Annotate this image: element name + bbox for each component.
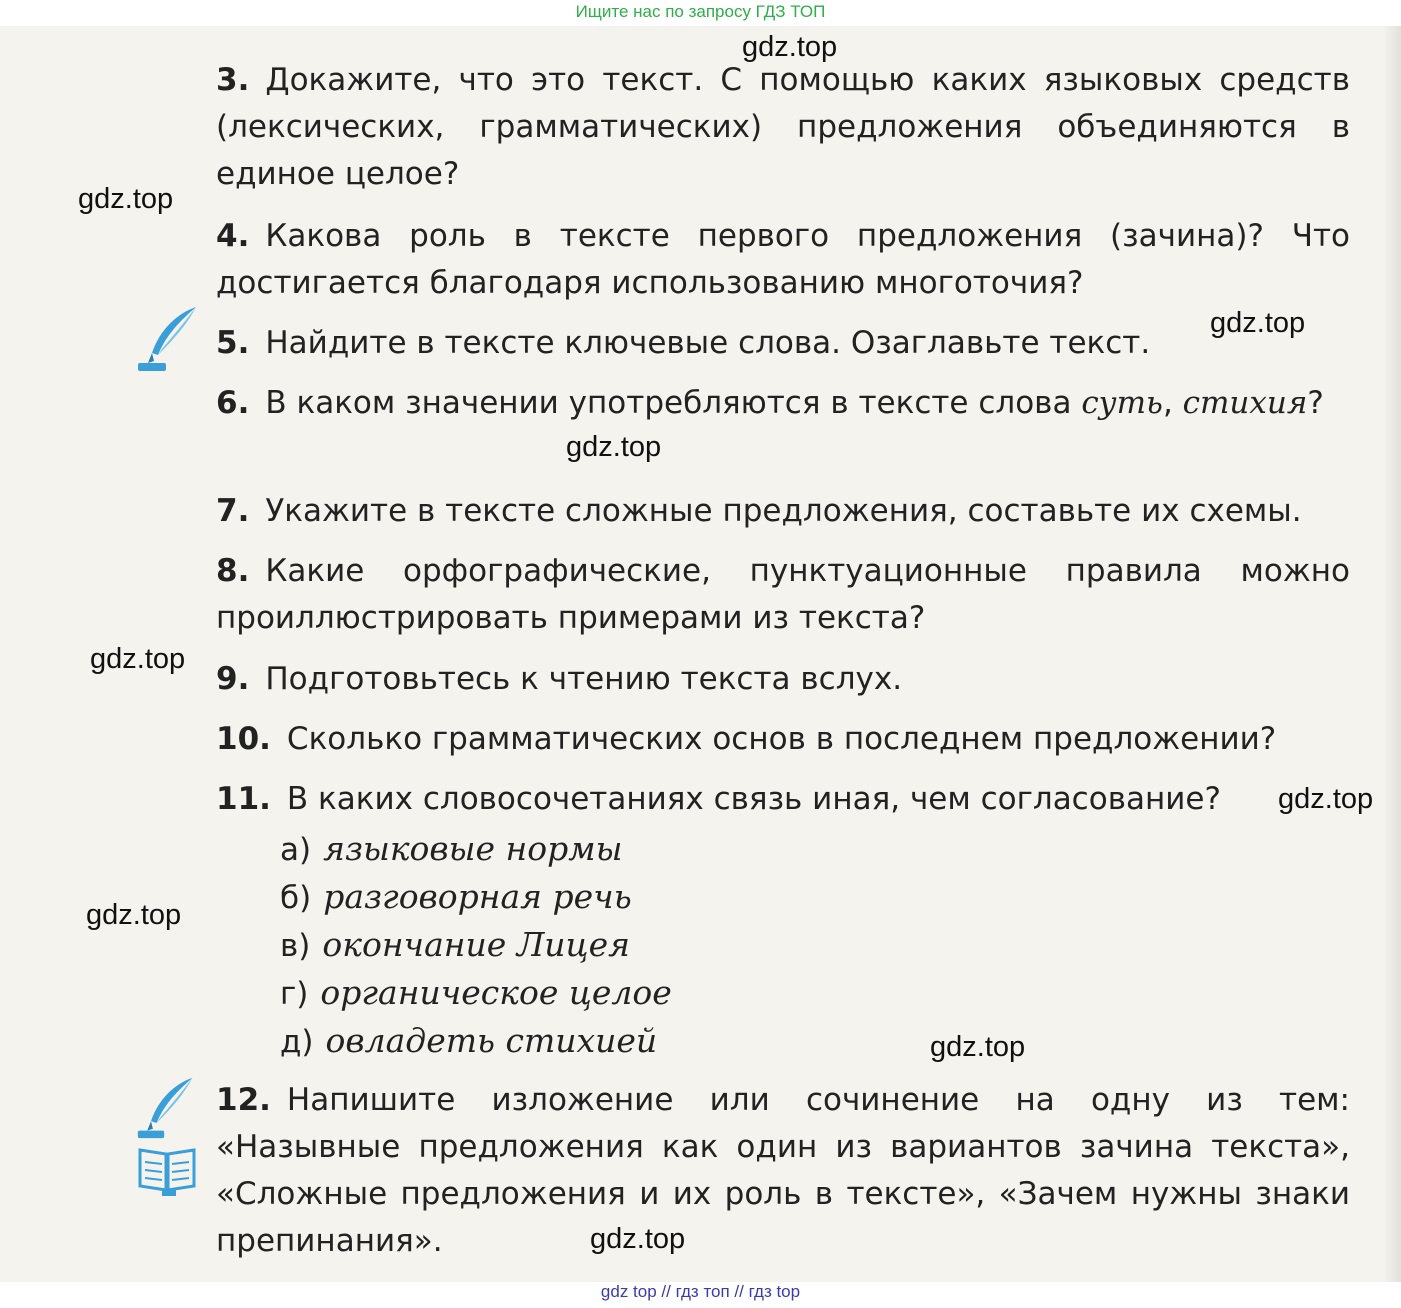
- term-sut: суть: [1081, 385, 1163, 421]
- task-text: В каких словосочетаниях связь иная, чем согласование?: [286, 781, 1221, 817]
- task-number: 11.: [216, 781, 271, 817]
- task-6: [216, 380, 1350, 427]
- task-11: [216, 776, 1266, 823]
- term-stikhiya: стихия: [1182, 385, 1308, 421]
- task-text: Укажите в тексте сложные предложения, составьте их схемы.: [265, 493, 1302, 529]
- list-item: [280, 877, 632, 918]
- task-text: Сколько грамматических основ в последнем предложении?: [286, 721, 1277, 757]
- task-3: [216, 57, 1350, 198]
- list-item: [280, 829, 622, 870]
- quill-pen-icon: [138, 305, 200, 373]
- list-item: [280, 1021, 657, 1062]
- task-number: 6.: [216, 385, 250, 421]
- item-letter: б): [280, 880, 312, 916]
- task-text: Какие орфографические, пунктуационные правила можно проиллюстрировать примерами из текста?: [216, 553, 1350, 636]
- watermark: gdz.top: [90, 643, 186, 675]
- item-phrase: разговорная речь: [323, 877, 632, 916]
- task-number: 9.: [216, 661, 250, 697]
- question-mark: ?: [1307, 385, 1324, 421]
- item-letter: д): [280, 1024, 314, 1060]
- page-edge-shadow: [1383, 26, 1401, 1282]
- separator: ,: [1162, 385, 1183, 421]
- task-number: 5.: [216, 325, 250, 361]
- item-phrase: овладеть стихией: [325, 1021, 658, 1060]
- task-number: 4.: [216, 218, 250, 254]
- item-letter: а): [280, 832, 312, 868]
- list-item: [280, 973, 672, 1014]
- top-banner[interactable]: Ищите нас по запросу ГДЗ ТОП: [575, 2, 826, 21]
- task-8: [216, 548, 1350, 642]
- task-number: 10.: [216, 721, 271, 757]
- task-number: 8.: [216, 553, 250, 589]
- task-9: [216, 656, 1350, 703]
- watermark: gdz.top: [86, 899, 182, 931]
- task-4: [216, 213, 1350, 307]
- item-phrase: органическое целое: [320, 973, 672, 1012]
- task-number: 12.: [216, 1082, 271, 1118]
- task-10: [216, 716, 1350, 763]
- task-5: [216, 320, 1350, 367]
- list-item: [280, 925, 630, 966]
- watermark: gdz.top: [566, 431, 662, 463]
- item-phrase: окончание Лицея: [322, 925, 630, 964]
- item-letter: г): [280, 976, 309, 1012]
- task-text: Напишите изложение или сочинение на одну из тем: «Назывные предложения как один из вариантов зачина текста», «Сложные предложения и их роль в тексте», «Зачем нужны знаки препинания».: [216, 1082, 1350, 1259]
- watermark: gdz.top: [590, 1223, 686, 1255]
- watermark: gdz.top: [1278, 783, 1374, 815]
- watermark: gdz.top: [742, 31, 838, 63]
- task-number: 3.: [216, 62, 250, 98]
- quill-pen-icon: [136, 1076, 198, 1140]
- open-book-icon: [138, 1144, 196, 1198]
- task-text: Найдите в тексте ключевые слова. Озаглавьте текст.: [265, 325, 1151, 361]
- item-letter: в): [280, 928, 311, 964]
- watermark: gdz.top: [1210, 307, 1306, 339]
- task-text: Какова роль в тексте первого предложения (зачина)? Что достигается благодаря использованию многоточия?: [216, 218, 1350, 301]
- watermark: gdz.top: [930, 1031, 1026, 1063]
- watermark: gdz.top: [78, 183, 174, 215]
- footer-links[interactable]: gdz top // гдз топ // гдз top: [600, 1282, 801, 1301]
- task-text: Подготовьтесь к чтению текста вслух.: [265, 661, 903, 697]
- task-12: [216, 1077, 1350, 1265]
- task-text: В каком значении употребляются в тексте слова: [265, 385, 1082, 421]
- item-phrase: языковые нормы: [323, 829, 623, 868]
- task-7: [216, 488, 1350, 535]
- task-text: Докажите, что это текст. С помощью каких языковых средств (лексических, грамматических) предложения объединяются в единое целое?: [216, 62, 1350, 192]
- task-number: 7.: [216, 493, 250, 529]
